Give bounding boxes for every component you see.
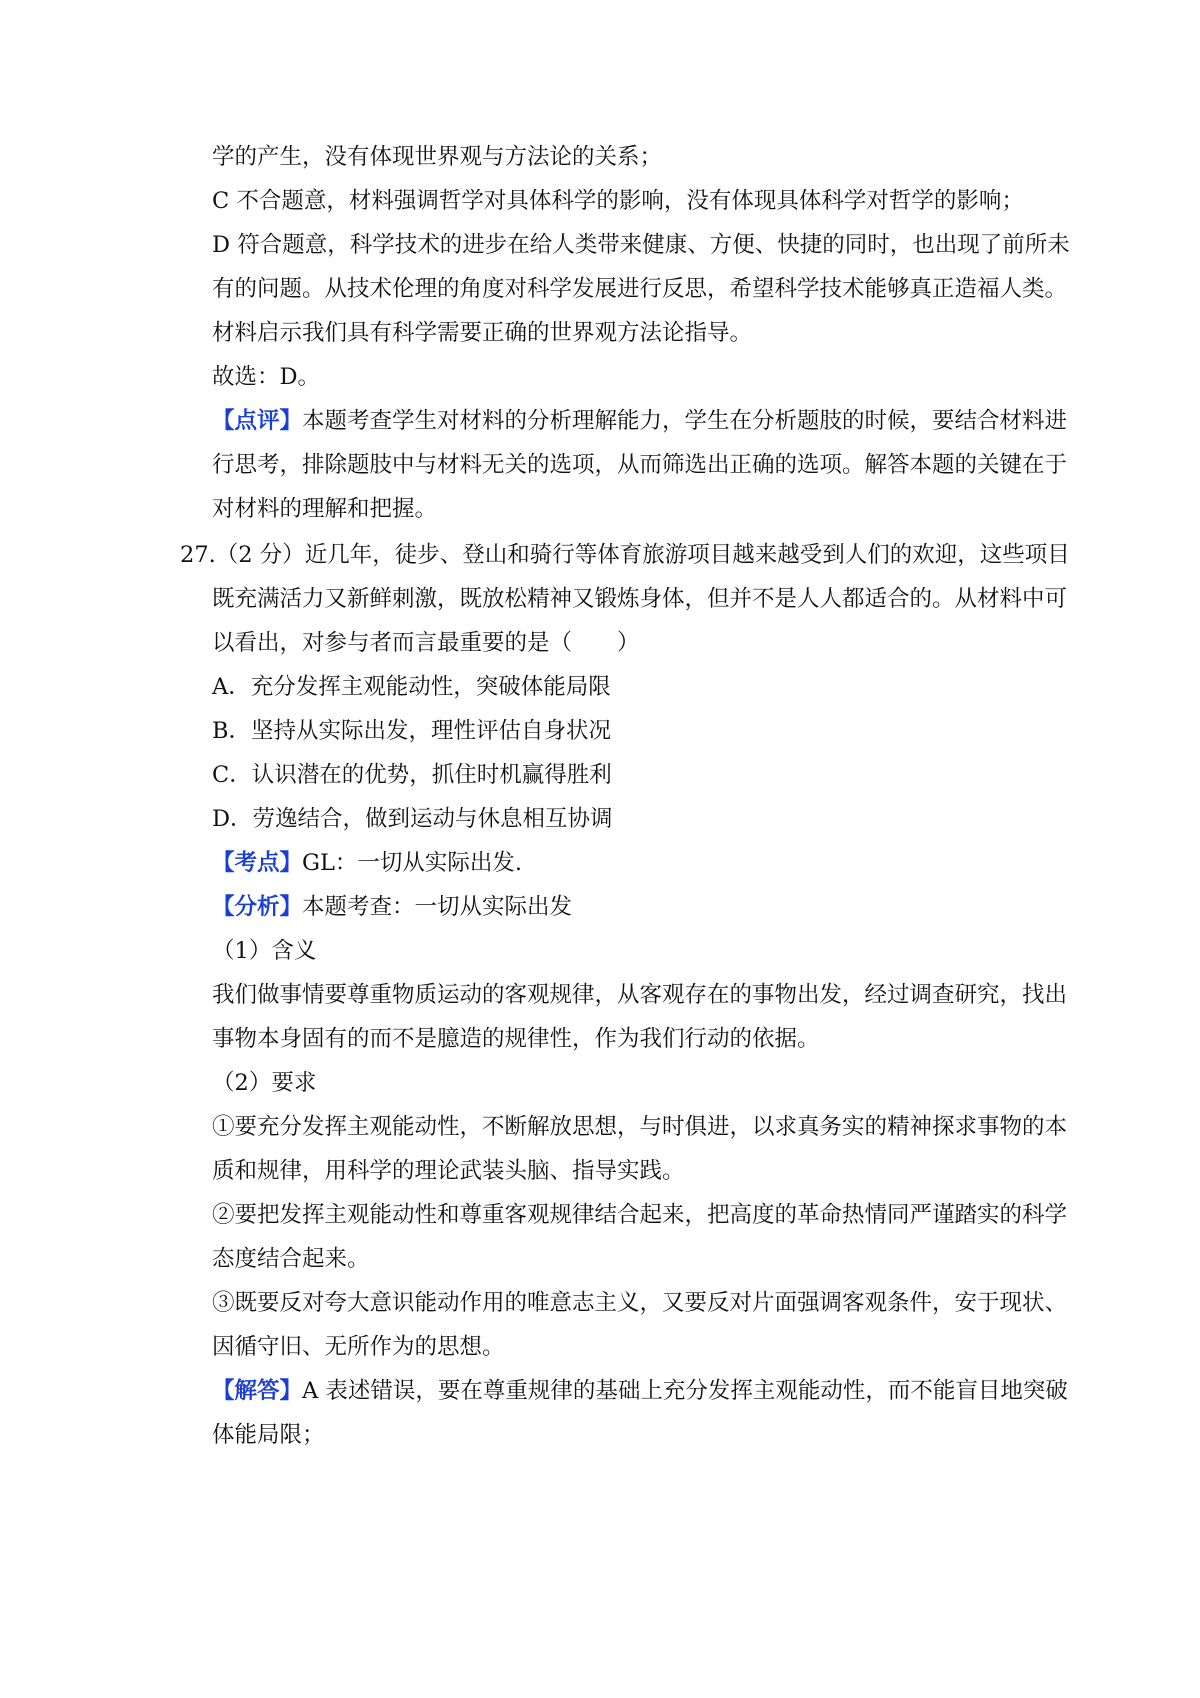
jieda-text: A 表述错误，要在尊重规律的基础上充分发挥主观能动性，而不能盲目地突破 <box>302 1378 1068 1404</box>
comment-text: 本题考查学生对材料的分析理解能力，学生在分析题肢的时候，要结合材料进 <box>302 408 1068 434</box>
prev-line-5: 材料启示我们具有科学需要正确的世界观方法论指导。 <box>212 320 753 346</box>
section-1-line-2: 事物本身固有的而不是臆造的规律性，作为我们行动的依据。 <box>212 1026 820 1052</box>
section-2-heading: （2）要求 <box>212 1070 317 1096</box>
fenxi-text: 本题考查：一切从实际出发 <box>302 894 573 920</box>
kaodian-line <box>212 848 522 878</box>
option-d: D．劳逸结合，做到运动与休息相互协调 <box>212 806 613 832</box>
comment-tag: 【点评】 <box>212 408 303 434</box>
section-1-heading: （1）含义 <box>212 938 317 964</box>
requirement-1-line-1: ①要充分发挥主观能动性，不断解放思想，与时俱进，以求真务实的精神探求事物的本 <box>212 1114 1068 1140</box>
jieda-line-1 <box>212 1376 1068 1406</box>
section-1-line-1: 我们做事情要尊重物质运动的客观规律，从客观存在的事物出发，经过调查研究，找出 <box>212 982 1068 1008</box>
jieda-tag: 【解答】 <box>212 1378 303 1404</box>
prev-line-4: 有的问题。从技术伦理的角度对科学发展进行反思，希望科学技术能够真正造福人类。 <box>212 276 1068 302</box>
jieda-line-2: 体能局限； <box>212 1422 325 1448</box>
option-b: B．坚持从实际出发，理性评估自身状况 <box>212 718 612 744</box>
comment-line-3: 对材料的理解和把握。 <box>212 496 438 522</box>
requirement-2-line-2: 态度结合起来。 <box>212 1246 370 1272</box>
option-c: C．认识潜在的优势，抓住时机赢得胜利 <box>212 762 612 788</box>
option-a: A．充分发挥主观能动性，突破体能局限 <box>212 674 611 700</box>
prev-line-3: D 符合题意，科学技术的进步在给人类带来健康、方便、快捷的同时，也出现了前所未 <box>212 232 1070 258</box>
question-27-line-3: 以看出，对参与者而言最重要的是（ ） <box>212 630 640 656</box>
requirement-1-line-2: 质和规律，用科学的理论武装头脑、指导实践。 <box>212 1158 685 1184</box>
requirement-2-line-1: ②要把发挥主观能动性和尊重客观规律结合起来，把高度的革命热情同严谨踏实的科学 <box>212 1202 1068 1228</box>
kaodian-text: GL：一切从实际出发. <box>302 850 523 876</box>
comment-line-2: 行思考，排除题肢中与材料无关的选项，从而筛选出正确的选项。解答本题的关键在于 <box>212 452 1068 478</box>
requirement-3-line-2: 因循守旧、无所作为的思想。 <box>212 1334 505 1360</box>
comment-line-1 <box>212 406 1067 436</box>
prev-answer: 故选：D。 <box>212 364 321 390</box>
question-27-line-1: 27.（2 分）近几年，徒步、登山和骑行等体育旅游项目越来越受到人们的欢迎，这些项目 <box>180 542 1070 568</box>
prev-line-2: C 不合题意，材料强调哲学对具体科学的影响，没有体现具体科学对哲学的影响； <box>212 188 1024 214</box>
fenxi-tag: 【分析】 <box>212 894 303 920</box>
question-27-line-2: 既充满活力又新鲜刺激，既放松精神又锻炼身体，但并不是人人都适合的。从材料中可 <box>212 586 1068 612</box>
fenxi-line <box>212 892 572 922</box>
requirement-3-line-1: ③既要反对夸大意识能动作用的唯意志主义，又要反对片面强调客观条件，安于现状、 <box>212 1290 1068 1316</box>
kaodian-tag: 【考点】 <box>212 850 303 876</box>
prev-line-1: 学的产生，没有体现世界观与方法论的关系； <box>212 144 663 170</box>
